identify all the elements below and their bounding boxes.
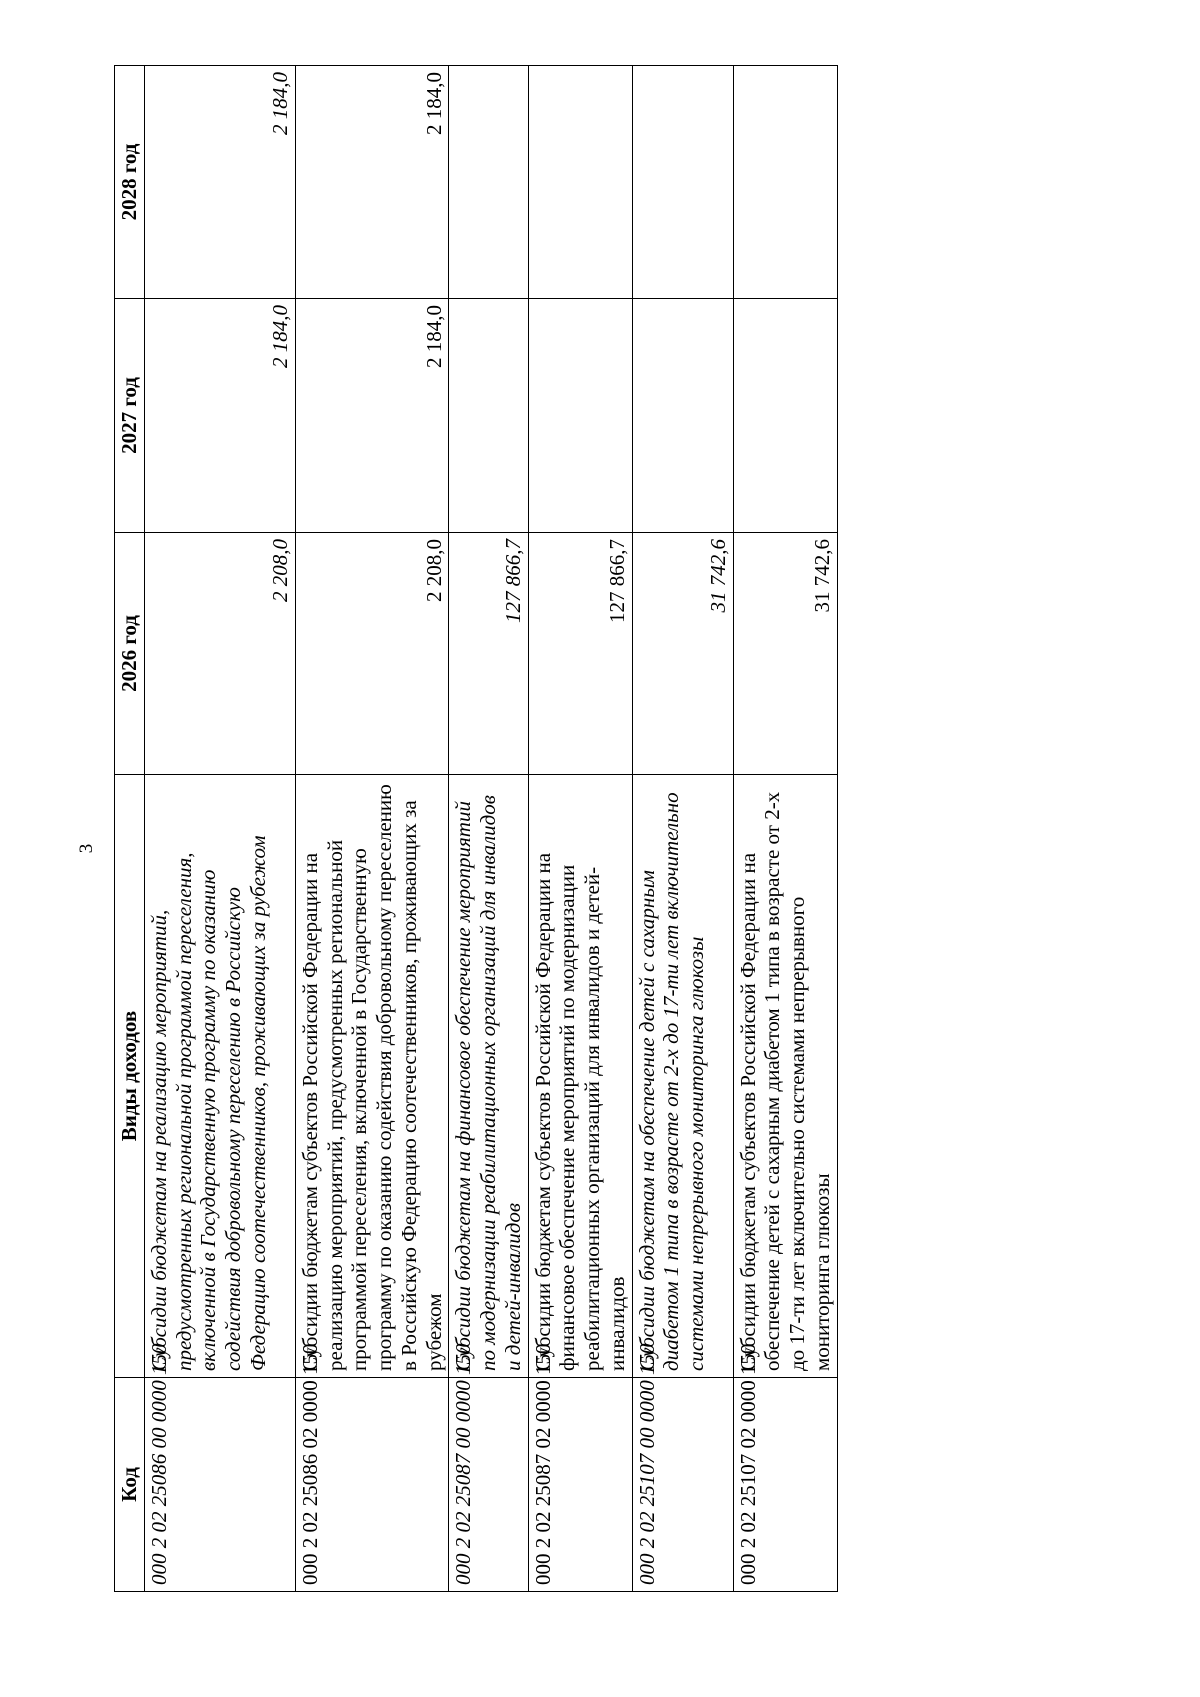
row-code: 000 2 02 25107 02 0000 150 xyxy=(733,1378,837,1592)
row-2028 xyxy=(632,66,733,299)
row-name: Субсидии бюджетам субъектов Российской Федерации на реализацию мероприятий, предусмотренных региональной программой переселения, включенной в Государственную программу по оказанию содействия добровольному переселению в Российскую Федерацию соотечественников, проживающих за рубежом xyxy=(295,775,449,1378)
row-2027 xyxy=(733,299,837,533)
header-2027: 2027 год xyxy=(115,299,145,533)
table-row xyxy=(144,66,295,1592)
row-2027 xyxy=(449,299,528,533)
table-header-row xyxy=(115,66,145,1592)
row-name: Субсидии бюджетам субъектов Российской Федерации на финансовое обеспечение мероприятий по модернизации реабилитационных организаций для инвалидов и детей-инвалидов xyxy=(528,775,632,1378)
table-row xyxy=(449,66,528,1592)
row-name: Субсидии бюджетам субъектов Российской Федерации на обеспечение детей с сахарным диабетом 1 типа в возрасте от 2-х до 17-ти лет включительно системами непрерывного мониторинга глюкозы xyxy=(733,775,837,1378)
row-2027: 2 184,0 xyxy=(144,299,295,533)
row-2026: 2 208,0 xyxy=(144,533,295,775)
table-row xyxy=(733,66,837,1592)
row-code: 000 2 02 25086 00 0000 150 xyxy=(144,1378,295,1592)
row-name: Субсидии бюджетам на реализацию мероприятий, предусмотренных региональной программой переселения, включенной в Государственную программу по оказанию содействия добровольному переселению в Российскую Федерацию соотечественников, проживающих за рубежом xyxy=(144,775,295,1378)
table-row xyxy=(632,66,733,1592)
page-number: 3 xyxy=(76,843,97,854)
row-2028: 2 184,0 xyxy=(295,66,449,299)
table-row xyxy=(528,66,632,1592)
income-table xyxy=(114,65,838,1592)
row-2027: 2 184,0 xyxy=(295,299,449,533)
row-name: Субсидии бюджетам на обеспечение детей с сахарным диабетом 1 типа в возрасте от 2-х до 17-ти лет включительно системами непрерывного мониторинга глюкозы xyxy=(632,775,733,1378)
row-2028 xyxy=(449,66,528,299)
row-name: Субсидии бюджетам на финансовое обеспечение мероприятий по модернизации реабилитационных организаций для инвалидов и детей-инвалидов xyxy=(449,775,528,1378)
header-name: Виды доходов xyxy=(115,775,145,1378)
row-2028: 2 184,0 xyxy=(144,66,295,299)
row-2026: 31 742,6 xyxy=(733,533,837,775)
row-2026: 31 742,6 xyxy=(632,533,733,775)
row-2026: 127 866,7 xyxy=(449,533,528,775)
table-row xyxy=(295,66,449,1592)
row-code: 000 2 02 25087 02 0000 150 xyxy=(528,1378,632,1592)
header-code: Код xyxy=(115,1378,145,1592)
row-code: 000 2 02 25086 02 0000 150 xyxy=(295,1378,449,1592)
row-2028 xyxy=(528,66,632,299)
row-2027 xyxy=(632,299,733,533)
header-2028: 2028 год xyxy=(115,66,145,299)
row-2027 xyxy=(528,299,632,533)
header-2026: 2026 год xyxy=(115,533,145,775)
row-code: 000 2 02 25107 00 0000 150 xyxy=(632,1378,733,1592)
row-2028 xyxy=(733,66,837,299)
row-2026: 127 866,7 xyxy=(528,533,632,775)
row-2026: 2 208,0 xyxy=(295,533,449,775)
row-code: 000 2 02 25087 00 0000 150 xyxy=(449,1378,528,1592)
